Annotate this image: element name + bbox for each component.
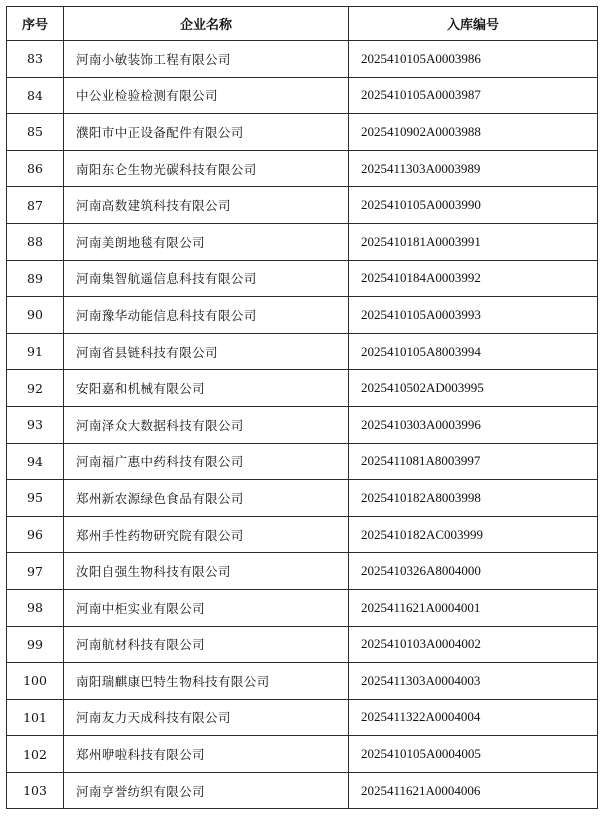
enterprise-name-cell: 河南豫华动能信息科技有限公司: [64, 297, 349, 334]
registry-number-cell: 2025410182A8003998: [349, 480, 598, 517]
table-row: [7, 626, 598, 663]
table-row: [7, 370, 598, 407]
enterprise-name-cell: 河南泽众大数据科技有限公司: [64, 406, 349, 443]
registry-number-cell: 2025410326A8004000: [349, 553, 598, 590]
column-header-registry-number: 入库编号: [349, 7, 598, 41]
enterprise-name-cell: 汝阳自强生物科技有限公司: [64, 553, 349, 590]
registry-number-cell: 2025411621A0004006: [349, 772, 598, 809]
table-row: [7, 114, 598, 151]
registry-number-cell: 2025411081A8003997: [349, 443, 598, 480]
registry-number-cell: 2025410502AD003995: [349, 370, 598, 407]
table-row: [7, 553, 598, 590]
enterprise-name-cell: 南阳瑞麒康巴特生物科技有限公司: [64, 663, 349, 700]
enterprise-name-cell: 安阳嘉和机械有限公司: [64, 370, 349, 407]
registry-number-cell: 2025410902A0003988: [349, 114, 598, 151]
serial-number-cell: 85: [7, 114, 64, 151]
serial-number-cell: 103: [7, 772, 64, 809]
table-row: [7, 41, 598, 78]
table-row: [7, 297, 598, 334]
registry-number-cell: 2025411303A0003989: [349, 150, 598, 187]
table-header: [7, 7, 598, 41]
enterprise-name-cell: 郑州新农源绿色食品有限公司: [64, 480, 349, 517]
enterprise-name-cell: 河南中柜实业有限公司: [64, 589, 349, 626]
serial-number-cell: 89: [7, 260, 64, 297]
serial-number-cell: 98: [7, 589, 64, 626]
enterprise-name-cell: 中公业检验检测有限公司: [64, 77, 349, 114]
table-row: [7, 187, 598, 224]
enterprise-name-cell: 河南小敏装饰工程有限公司: [64, 41, 349, 78]
serial-number-cell: 86: [7, 150, 64, 187]
serial-number-cell: 97: [7, 553, 64, 590]
registry-number-cell: 2025411303A0004003: [349, 663, 598, 700]
enterprise-name-cell: 河南福广惠中药科技有限公司: [64, 443, 349, 480]
enterprise-name-cell: 河南省县链科技有限公司: [64, 333, 349, 370]
column-header-serial-number: 序号: [7, 7, 64, 41]
table-body: [7, 41, 598, 809]
serial-number-cell: 94: [7, 443, 64, 480]
table-row: [7, 333, 598, 370]
column-header-enterprise-name: 企业名称: [64, 7, 349, 41]
registry-number-cell: 2025410181A0003991: [349, 223, 598, 260]
registry-number-cell: 2025410105A0003990: [349, 187, 598, 224]
enterprise-registry-sheet: [6, 6, 597, 809]
enterprise-name-cell: 河南美朗地毯有限公司: [64, 223, 349, 260]
table-row: [7, 150, 598, 187]
registry-number-cell: 2025411322A0004004: [349, 699, 598, 736]
table-row: [7, 589, 598, 626]
table-row: [7, 406, 598, 443]
registry-number-cell: 2025410105A0003993: [349, 297, 598, 334]
table-row: [7, 260, 598, 297]
enterprise-name-cell: 河南高数建筑科技有限公司: [64, 187, 349, 224]
registry-number-cell: 2025410184A0003992: [349, 260, 598, 297]
enterprise-name-cell: 河南友力天成科技有限公司: [64, 699, 349, 736]
table-row: [7, 443, 598, 480]
registry-number-cell: 2025410303A0003996: [349, 406, 598, 443]
serial-number-cell: 100: [7, 663, 64, 700]
table-row: [7, 772, 598, 809]
serial-number-cell: 96: [7, 516, 64, 553]
table-row: [7, 736, 598, 773]
header-row: [7, 7, 598, 41]
serial-number-cell: 99: [7, 626, 64, 663]
registry-number-cell: 2025410105A0003987: [349, 77, 598, 114]
enterprise-name-cell: 郑州咿啦科技有限公司: [64, 736, 349, 773]
enterprise-table: [6, 6, 598, 809]
serial-number-cell: 84: [7, 77, 64, 114]
serial-number-cell: 88: [7, 223, 64, 260]
serial-number-cell: 102: [7, 736, 64, 773]
serial-number-cell: 101: [7, 699, 64, 736]
registry-number-cell: 2025410105A0004005: [349, 736, 598, 773]
registry-number-cell: 2025410105A8003994: [349, 333, 598, 370]
table-row: [7, 77, 598, 114]
serial-number-cell: 87: [7, 187, 64, 224]
table-row: [7, 516, 598, 553]
table-row: [7, 223, 598, 260]
registry-number-cell: 2025411621A0004001: [349, 589, 598, 626]
enterprise-name-cell: 濮阳市中正设备配件有限公司: [64, 114, 349, 151]
registry-number-cell: 2025410103A0004002: [349, 626, 598, 663]
serial-number-cell: 90: [7, 297, 64, 334]
enterprise-name-cell: 河南集智航遥信息科技有限公司: [64, 260, 349, 297]
serial-number-cell: 91: [7, 333, 64, 370]
registry-number-cell: 2025410105A0003986: [349, 41, 598, 78]
serial-number-cell: 92: [7, 370, 64, 407]
serial-number-cell: 95: [7, 480, 64, 517]
table-row: [7, 699, 598, 736]
enterprise-name-cell: 河南亨誉纺织有限公司: [64, 772, 349, 809]
serial-number-cell: 93: [7, 406, 64, 443]
table-row: [7, 480, 598, 517]
registry-number-cell: 2025410182AC003999: [349, 516, 598, 553]
enterprise-name-cell: 郑州手性药物研究院有限公司: [64, 516, 349, 553]
serial-number-cell: 83: [7, 41, 64, 78]
enterprise-name-cell: 南阳东仑生物光碳科技有限公司: [64, 150, 349, 187]
enterprise-name-cell: 河南航材科技有限公司: [64, 626, 349, 663]
table-row: [7, 663, 598, 700]
